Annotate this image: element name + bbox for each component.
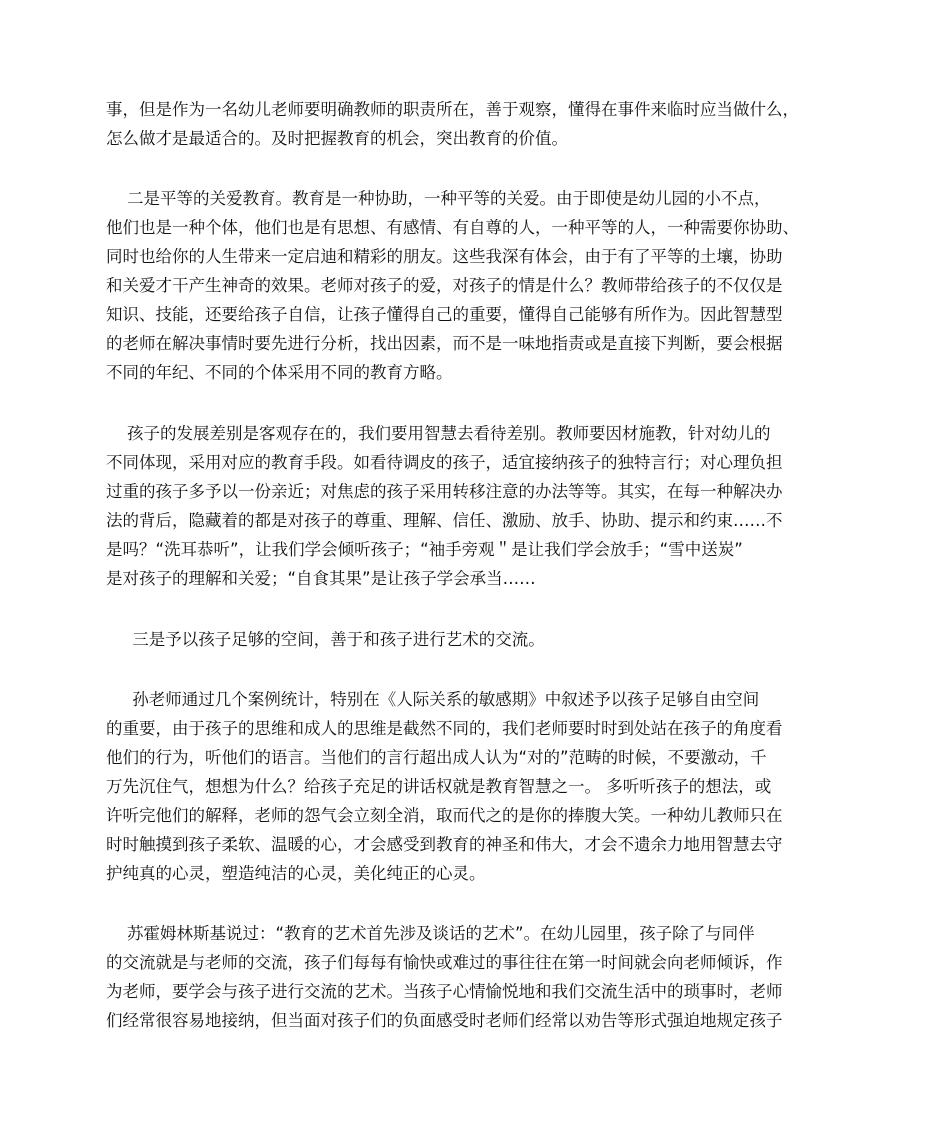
p1-line-2: 怎么做才是最适合的。及时把握教育的机会，突出教育的价值。 xyxy=(106,129,568,148)
p1-line-1: 事，但是作为一名幼儿老师要明确教师的职责所在，善于观察，懂得在事件来临时应当做什么， xyxy=(106,100,799,119)
p5-line-7: 护纯真的心灵，塑造纯洁的心灵，美化纯正的心灵。 xyxy=(106,864,486,883)
p5-line-6: 时时触摸到孩子柔软、温暖的心，才会感受到教育的神圣和伟大，才会不遗余力地用智慧去守 xyxy=(106,835,783,854)
p6-line-2: 的交流就是与老师的交流，孩子们每每有愉快或难过的事往往在第一时间就会向老师倾诉，作 xyxy=(106,953,783,972)
p5-line-3: 他们的行为，听他们的语言。当他们的言行超出成人认为“对的”范畴的时候，不要激动，千 xyxy=(106,748,767,767)
p5-line-1: 孙老师通过几个案例统计，特别在《人际关系的敏感期》中叙述予以孩子足够自由空间 xyxy=(106,690,760,709)
p6-line-4: 们经常很容易地接纳，但当面对孩子们的负面感受时老师们经常以劝告等形式强迫地规定孩子 xyxy=(106,1011,783,1030)
p6-line-1: 苏霍姆林斯基说过：“教育的艺术首先涉及谈话的艺术”。在幼儿园里，孩子除了与同伴 xyxy=(106,924,755,943)
p3-line-1: 孩子的发展差别是客观存在的，我们要用智慧去看待差别。教师要因材施教，针对幼儿的 xyxy=(106,424,771,443)
p2-line-6: 的老师在解决事情时要先进行分析，找出因素，而不是一味地指责或是直接下判断，要会根据 xyxy=(106,334,783,353)
p2-line-3: 同时也给你的人生带来一定启迪和精彩的朋友。这些我深有体会，由于有了平等的土壤，协助 xyxy=(106,247,783,266)
p2-line-7: 不同的年纪、不同的个体采用不同的教育方略。 xyxy=(106,363,453,382)
p3-line-5: 是吗？“洗耳恭听”，让我们学会倾听孩子；“袖手旁观＂是让我们学会放手；“雪中送炭” xyxy=(106,540,743,559)
p5-line-4: 万先沉住气，想想为什么？给孩子充足的讲话权就是教育智慧之一。 多听听孩子的想法，或 xyxy=(106,777,772,796)
p2-line-4: 和关爱才干产生神奇的效果。老师对孩子的爱，对孩子的情是什么？教师带给孩子的不仅仅是 xyxy=(106,276,783,295)
p3-line-2: 不同体现，采用对应的教育手段。如看待调皮的孩子，适宜接纳孩子的独特言行；对心理负担 xyxy=(106,453,783,472)
p3-line-4: 法的背后，隐藏着的都是对孩子的尊重、理解、信任、激励、放手、协助、提示和约束……不 xyxy=(106,511,783,530)
p2-line-1: 二是平等的关爱教育。教育是一种协助，一种平等的关爱。由于即使是幼儿园的小不点， xyxy=(106,189,771,208)
p6-line-3: 为老师，要学会与孩子进行交流的艺术。当孩子心情愉悦地和我们交流生活中的琐事时，老师 xyxy=(106,982,783,1001)
p3-line-3: 过重的孩子多予以一份亲近；对焦虑的孩子采用转移注意的办法等等。其实，在每一种解决办 xyxy=(106,482,783,501)
p2-line-5: 知识、技能，还要给孩子自信，让孩子懂得自己的重要，懂得自己能够有所作为。因此智慧型 xyxy=(106,305,783,324)
p4-line-1: 三是予以孩子足够的空间，善于和孩子进行艺术的交流。 xyxy=(106,630,545,649)
p5-line-5: 许听完他们的解释，老师的怨气会立刻全消，取而代之的是你的捧腹大笑。一种幼儿教师只在 xyxy=(106,806,783,825)
p3-line-6: 是对孩子的理解和关爱；“自食其果”是让孩子学会承当…… xyxy=(106,569,536,588)
p2-line-2: 他们也是一种个体，他们也是有思想、有感情、有自尊的人，一种平等的人，一种需要你协助、 xyxy=(106,218,799,237)
p5-line-2: 的重要，由于孩子的思维和成人的思维是截然不同的，我们老师要时时到处站在孩子的角度看 xyxy=(106,719,783,738)
